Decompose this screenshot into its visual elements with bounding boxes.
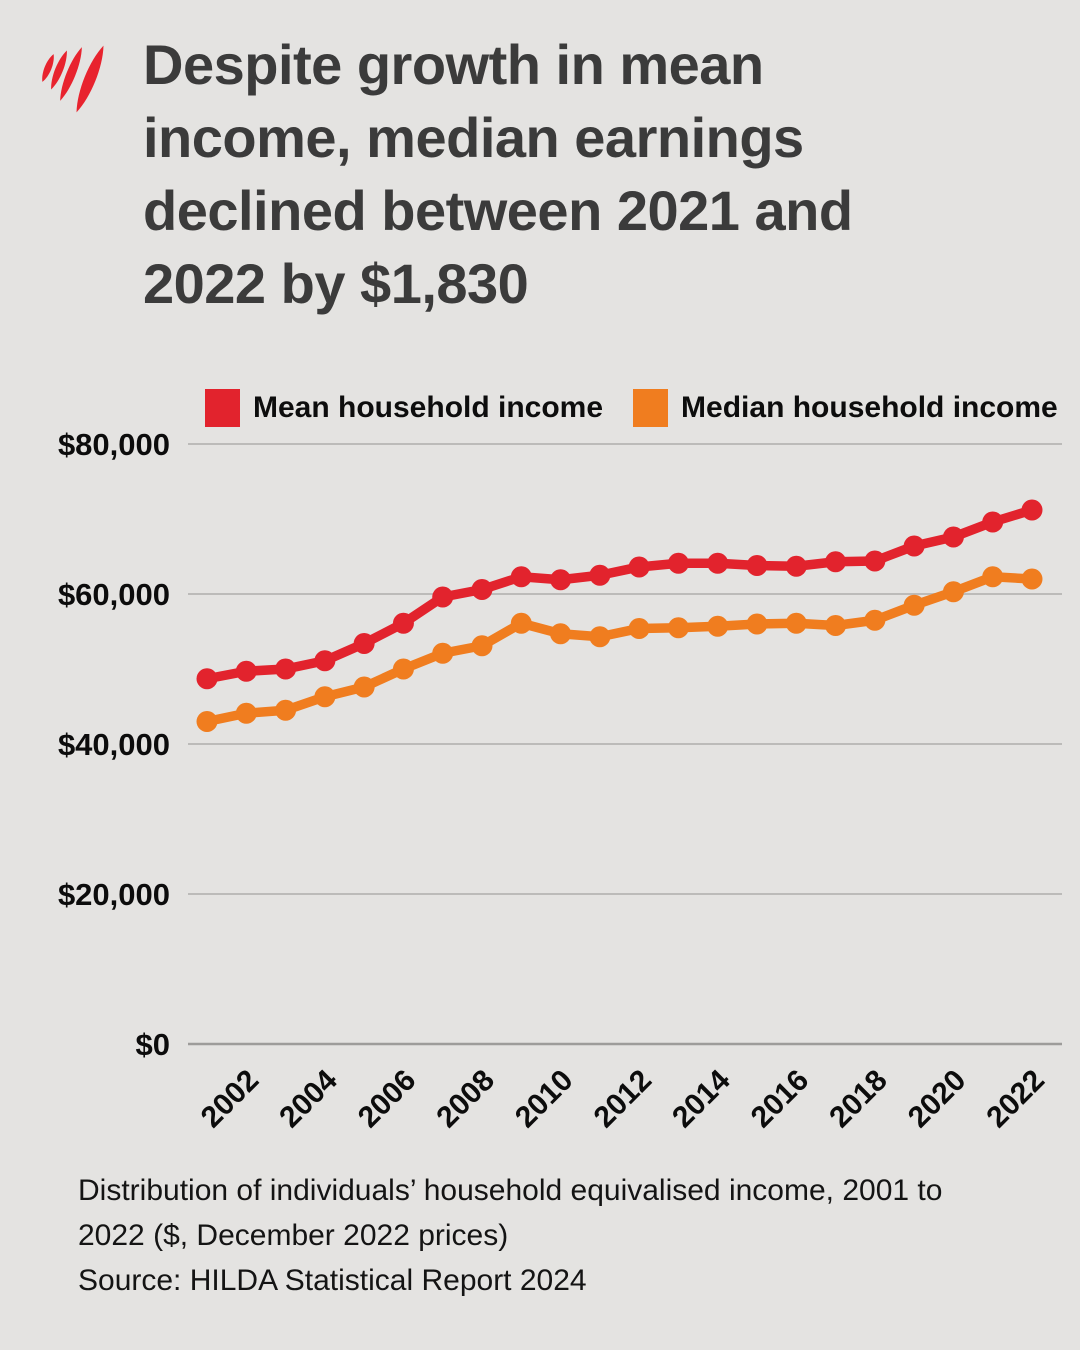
chart-title-line: declined between 2021 and [143, 179, 853, 242]
data-point-marker [275, 659, 296, 680]
data-point-marker [904, 536, 925, 557]
data-point-marker [354, 677, 375, 698]
data-point-marker [747, 555, 768, 576]
data-point-marker [314, 686, 335, 707]
mean-series-label: Mean household income [253, 391, 604, 424]
data-point-marker [668, 617, 689, 638]
data-point-marker [197, 668, 218, 689]
data-point-marker [236, 661, 257, 682]
y-axis-tick-label: $40,000 [57, 727, 170, 762]
data-point-marker [197, 711, 218, 732]
x-axis-tick-label: 2006 [351, 1063, 423, 1135]
data-point-marker [943, 581, 964, 602]
data-point-marker [629, 618, 650, 639]
x-axis-tick-label: 2002 [194, 1063, 266, 1135]
chart-title-line: income, median earnings [143, 106, 804, 169]
data-point-marker [1022, 500, 1043, 521]
data-point-marker [275, 700, 296, 721]
data-point-marker [668, 553, 689, 574]
data-point-marker [432, 643, 453, 664]
data-point-marker [236, 703, 257, 724]
x-axis-tick-label: 2018 [823, 1063, 894, 1135]
data-point-marker [472, 579, 493, 600]
data-point-marker [354, 633, 375, 654]
data-point-marker [747, 614, 768, 635]
data-point-marker [943, 527, 964, 548]
chart-caption [78, 1168, 1028, 1303]
x-axis-tick-label: 2004 [273, 1063, 344, 1135]
data-point-marker [904, 595, 925, 616]
median-series-label: Median household income [681, 391, 1058, 424]
data-point-marker [982, 566, 1003, 587]
x-axis-tick-label: 2022 [980, 1063, 1051, 1135]
data-point-marker [472, 635, 493, 656]
data-point-marker [982, 512, 1003, 533]
x-axis-tick-label: 2012 [587, 1063, 659, 1135]
data-point-marker [864, 551, 885, 572]
data-point-marker [825, 615, 846, 636]
x-axis-tick-label: 2020 [901, 1063, 973, 1135]
y-axis-tick-label: $60,000 [57, 577, 170, 612]
data-point-marker [393, 659, 414, 680]
data-point-marker [314, 650, 335, 671]
data-point-marker [786, 613, 807, 634]
x-axis-tick-label: 2016 [744, 1063, 816, 1135]
x-axis-tick-label: 2008 [430, 1063, 501, 1135]
data-point-marker [589, 626, 610, 647]
data-point-marker [550, 569, 571, 590]
data-point-marker [550, 623, 571, 644]
x-axis-tick-label: 2014 [666, 1063, 737, 1135]
data-point-marker [511, 613, 532, 634]
data-point-marker [1022, 569, 1043, 590]
caption-line: 2022 ($, December 2022 prices) [78, 1219, 509, 1252]
data-point-marker [707, 553, 728, 574]
data-point-marker [511, 566, 532, 587]
chart-title-line: 2022 by $1,830 [143, 252, 529, 315]
data-point-marker [864, 610, 885, 631]
data-point-marker [393, 613, 414, 634]
data-point-marker [825, 551, 846, 572]
data-point-marker [629, 557, 650, 578]
chart-title-line: Despite growth in mean [143, 33, 764, 96]
data-point-marker [432, 587, 453, 608]
data-point-marker [707, 616, 728, 637]
y-axis-tick-label: $80,000 [57, 427, 170, 462]
data-point-marker [589, 565, 610, 586]
caption-line: Distribution of individuals’ household equivalised income, 2001 to [78, 1174, 943, 1207]
source-line: Source: HILDA Statistical Report 2024 [78, 1264, 587, 1297]
x-axis-tick-label: 2010 [508, 1063, 580, 1135]
y-axis-tick-label: $20,000 [57, 877, 170, 912]
data-point-marker [786, 556, 807, 577]
y-axis-tick-label: $0 [135, 1027, 170, 1062]
